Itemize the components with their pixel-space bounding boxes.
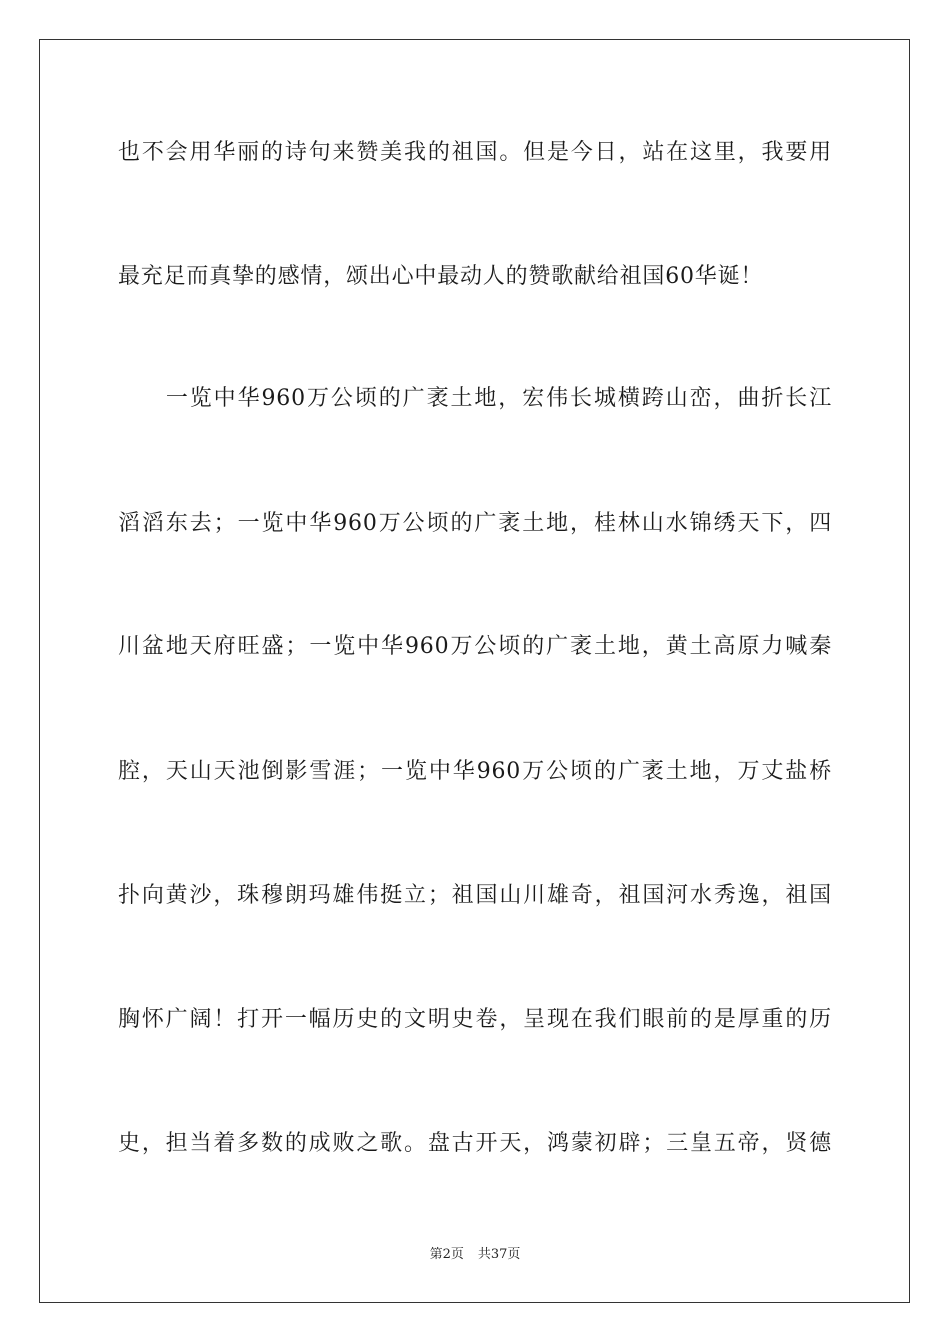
text-line-9: 史，担当着多数的成败之歌。盘古开天，鸿蒙初辟；三皇五帝，贤德 bbox=[118, 1131, 832, 1156]
text-line-3: 一览中华960万公顷的广袤土地，宏伟长城横跨山峦，曲折长江 bbox=[118, 386, 832, 411]
text-line-5: 川盆地天府旺盛；一览中华960万公顷的广袤土地，黄土高原力喊秦 bbox=[118, 634, 832, 659]
page-number: 第2页 bbox=[429, 1247, 464, 1262]
page-border bbox=[39, 39, 910, 1303]
text-line-1: 也不会用华丽的诗句来赞美我的祖国。但是今日，站在这里，我要用 bbox=[118, 140, 832, 165]
text-line-7: 扑向黄沙，珠穆朗玛雄伟挺立；祖国山川雄奇，祖国河水秀逸，祖国 bbox=[118, 883, 832, 908]
page-footer bbox=[0, 1246, 950, 1264]
text-line-2: 最充足而真挚的感情，颂出心中最动人的赞歌献给祖国60华诞！ bbox=[118, 264, 764, 289]
text-line-4: 滔滔东去；一览中华960万公顷的广袤土地，桂林山水锦绣天下，四 bbox=[118, 511, 832, 536]
page-total: 共37页 bbox=[477, 1247, 521, 1262]
text-line-6: 腔，天山天池倒影雪涯；一览中华960万公顷的广袤土地，万丈盐桥 bbox=[118, 759, 832, 784]
text-line-8: 胸怀广阔！打开一幅历史的文明史卷，呈现在我们眼前的是厚重的历 bbox=[118, 1007, 832, 1032]
